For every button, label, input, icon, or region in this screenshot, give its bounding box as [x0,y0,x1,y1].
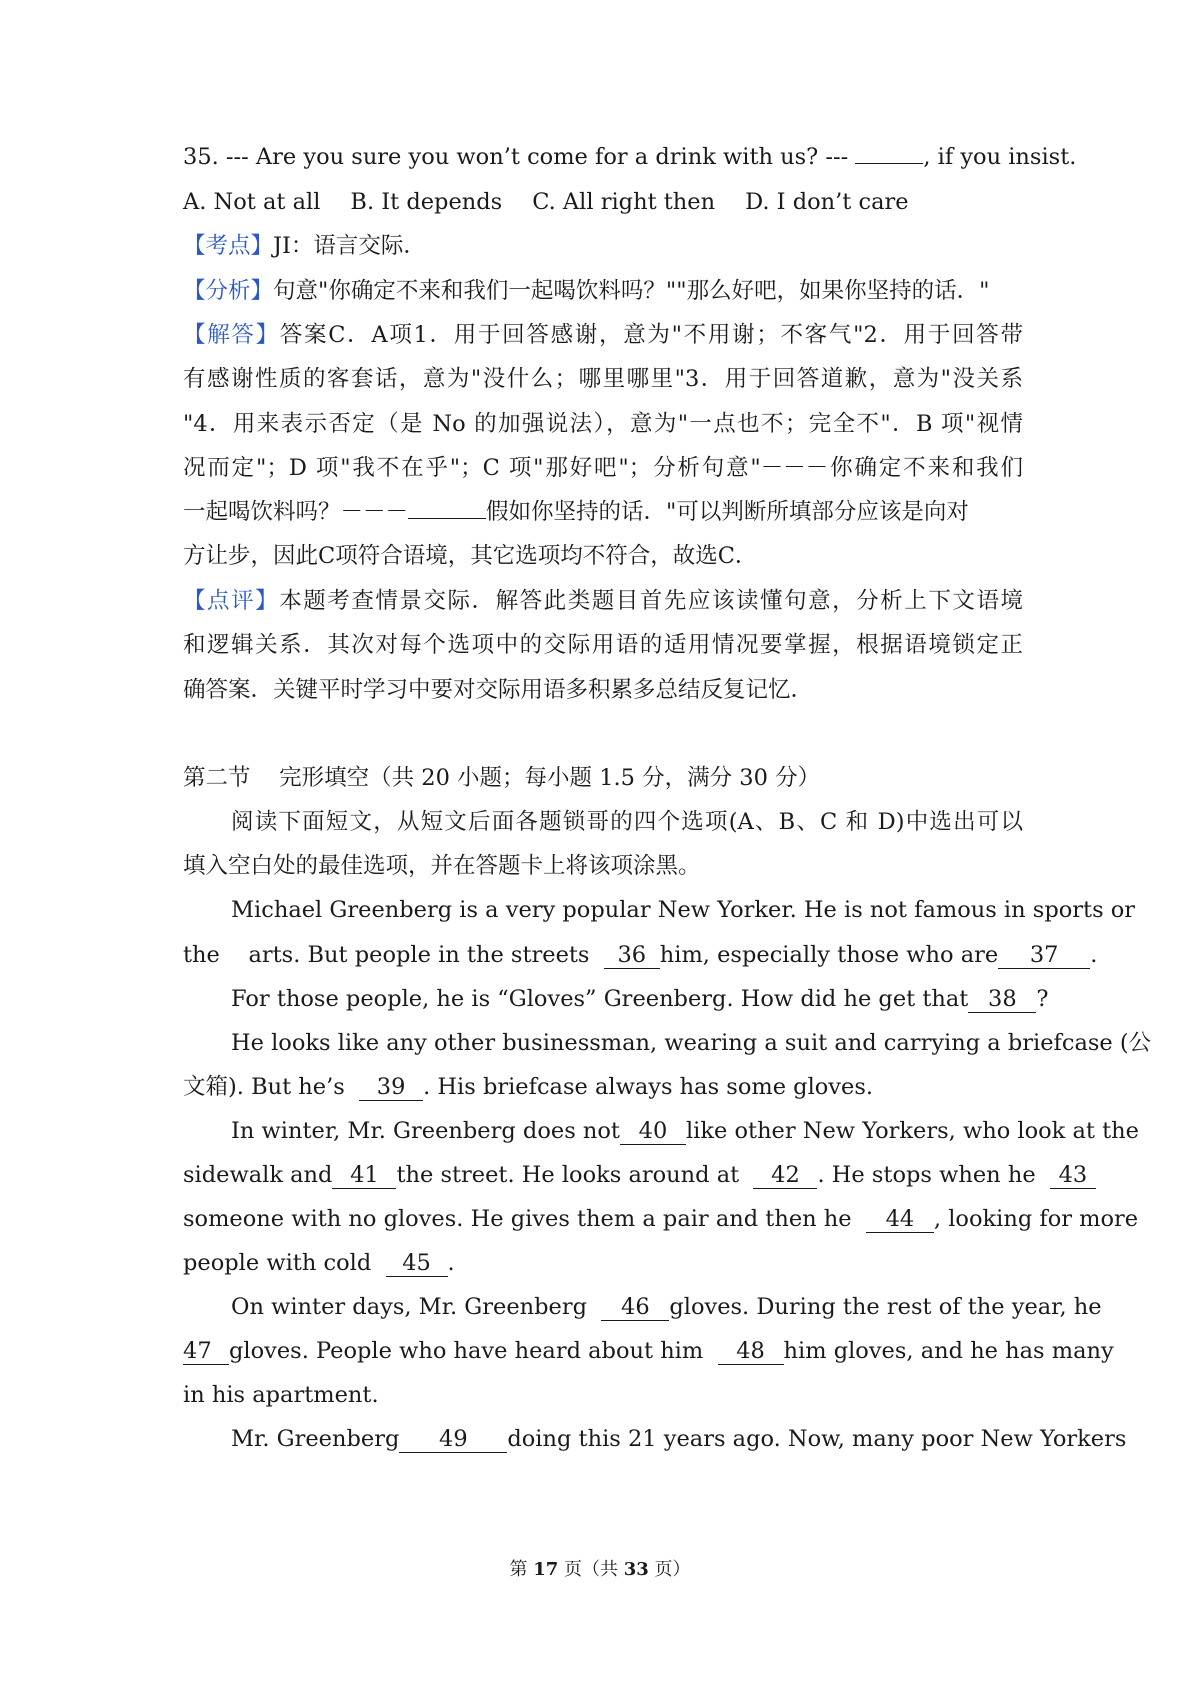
total-pages: 33 [623,1559,649,1580]
q35-stem-end: , if you insist. [923,144,1077,170]
jieda-blank [408,518,486,519]
passage-p5-line-2 [183,1336,1114,1366]
jieda-text-1: 答案C．A项1．用于回答感谢，意为"不用谢；不客气"2．用于回答带 [279,322,1023,348]
fenxi-text: 句意"你确定不来和我们一起喝饮料吗？""那么好吧，如果你坚持的话．" [273,278,990,304]
passage-text: the street. He looks around at [396,1162,754,1188]
dianping-text-1: 本题考查情景交际．解答此类题目首先应该读懂句意，分析上下文语境 [279,588,1023,614]
passage-text: . He stops when he [817,1162,1050,1188]
blank-39: 39 [359,1074,423,1101]
jieda-line-6: 方让步，因此C项符合语境，其它选项均不符合，故选C． [183,543,758,569]
blank-48: 48 [718,1338,784,1365]
passage-text: Mr. Greenberg [231,1426,400,1452]
q35-option-d: D. I don’t care [745,189,909,215]
passage-p5-line-3: in his apartment. [183,1382,379,1408]
fenxi-line [183,276,1023,306]
blank-49: 49 [399,1426,507,1453]
passage-text: sidewalk and [183,1162,333,1188]
jieda-line-4: 况而定"；D 项"我不在乎"；C 项"那好吧"；分析句意"－－－你确定不来和我们 [183,455,1023,481]
blank-37: 37 [998,942,1090,969]
dianping-line-1 [183,586,1023,616]
passage-text: For those people, he is “Gloves” Greenberg. How did he get that [231,986,969,1012]
section-instruction-1: 阅读下面短文，从短文后面各题锁哥的四个选项(A、B、C 和 D)中选出可以 [231,809,1023,835]
passage-p1-line-2 [183,940,1098,970]
passage-text: . His briefcase always has some gloves. [423,1074,874,1100]
page-footer [0,1558,1200,1582]
passage-text: like other New Yorkers, who look at the [685,1118,1139,1144]
section-instruction-2: 填入空白处的最佳选项，并在答题卡上将该项涂黑。 [183,853,701,879]
passage-text: someone with no gloves. He gives them a pair and then he [183,1206,866,1232]
jieda-text-5a: 一起喝饮料吗？－－－ [183,499,409,525]
q35-stem-text: 35. --- Are you sure you won’t come for a drink with us? --- [183,144,856,170]
q35-option-c: C. All right then [532,189,716,215]
passage-p5-line-1 [231,1292,1102,1322]
footer-text: 页（共 [558,1559,624,1580]
passage-p4-line-1 [231,1116,1139,1146]
passage-p4-line-3 [183,1204,1139,1234]
q35-blank [855,163,923,164]
section-title: 第二节 完形填空（共 20 小题；每小题 1.5 分，满分 30 分） [183,765,821,791]
blank-36: 36 [604,942,660,969]
page-number: 17 [533,1559,559,1580]
passage-text: gloves. During the rest of the year, he [669,1294,1102,1320]
dianping-tag: 【点评】 [183,588,280,614]
jieda-tag: 【解答】 [183,322,280,348]
passage-text: On winter days, Mr. Greenberg [231,1294,602,1320]
blank-38: 38 [968,986,1036,1013]
jieda-line-1 [183,320,1023,350]
kaodian-line [183,231,1023,261]
blank-40: 40 [620,1118,686,1145]
passage-p6 [231,1424,1127,1454]
blank-41: 41 [332,1162,396,1189]
passage-text: him gloves, and he has many [783,1338,1114,1364]
blank-45: 45 [386,1250,448,1277]
passage-text: . [447,1250,455,1276]
passage-p3-line-1: He looks like any other businessman, wearing a suit and carrying a briefcase (公 [231,1030,1152,1056]
passage-text: him, especially those who are [659,942,999,968]
kaodian-tag: 【考点】 [183,233,274,259]
passage-p4-line-2 [183,1160,1088,1190]
jieda-line-3: "4．用来表示否定（是 No 的加强说法），意为"一点也不；完全不"．B 项"视情 [183,411,1023,437]
passage-p2 [231,984,1049,1014]
passage-p4-line-4 [183,1248,1023,1278]
blank-42: 42 [753,1162,817,1189]
passage-text: gloves. People who have heard about him [229,1338,718,1364]
jieda-text-5b: 假如你坚持的话．"可以判断所填部分应该是向对 [486,499,969,525]
passage-text: people with cold [183,1250,386,1276]
blank-47: 47 [183,1338,229,1365]
jieda-line-5 [183,497,1023,527]
passage-text: . [1090,942,1098,968]
passage-text: 文箱). But he’s [183,1074,360,1100]
passage-text: ? [1036,986,1049,1012]
dianping-line-2: 和逻辑关系．其次对每个选项中的交际用语的适用情况要掌握，根据语境锁定正 [183,632,1023,658]
q35-options [183,187,1023,217]
footer-text: 第 [509,1559,534,1580]
blank-46: 46 [601,1294,669,1321]
blank-44: 44 [866,1206,934,1233]
passage-p1-line-1: Michael Greenberg is a very popular New Yorker. He is not famous in sports or [231,897,1136,923]
passage-text: the arts. But people in the streets [183,942,604,968]
passage-p3-line-2 [183,1072,1023,1102]
passage-text: In winter, Mr. Greenberg does not [231,1118,620,1144]
dianping-line-3: 确答案．关键平时学习中要对交际用语多积累多总结反复记忆． [183,677,814,703]
footer-text: 页） [648,1559,691,1580]
jieda-line-2: 有感谢性质的客套话，意为"没什么；哪里哪里"3．用于回答道歉，意为"没关系 [183,366,1023,392]
passage-text: , looking for more [933,1206,1139,1232]
blank-43: 43 [1050,1162,1096,1189]
q35-stem [183,142,1077,172]
passage-text: doing this 21 years ago. Now, many poor New Yorkers [507,1426,1127,1452]
q35-option-a: A. Not at all [183,189,321,215]
fenxi-tag: 【分析】 [183,278,274,304]
kaodian-text: JI：语言交际． [273,233,426,259]
q35-option-b: B. It depends [350,189,503,215]
